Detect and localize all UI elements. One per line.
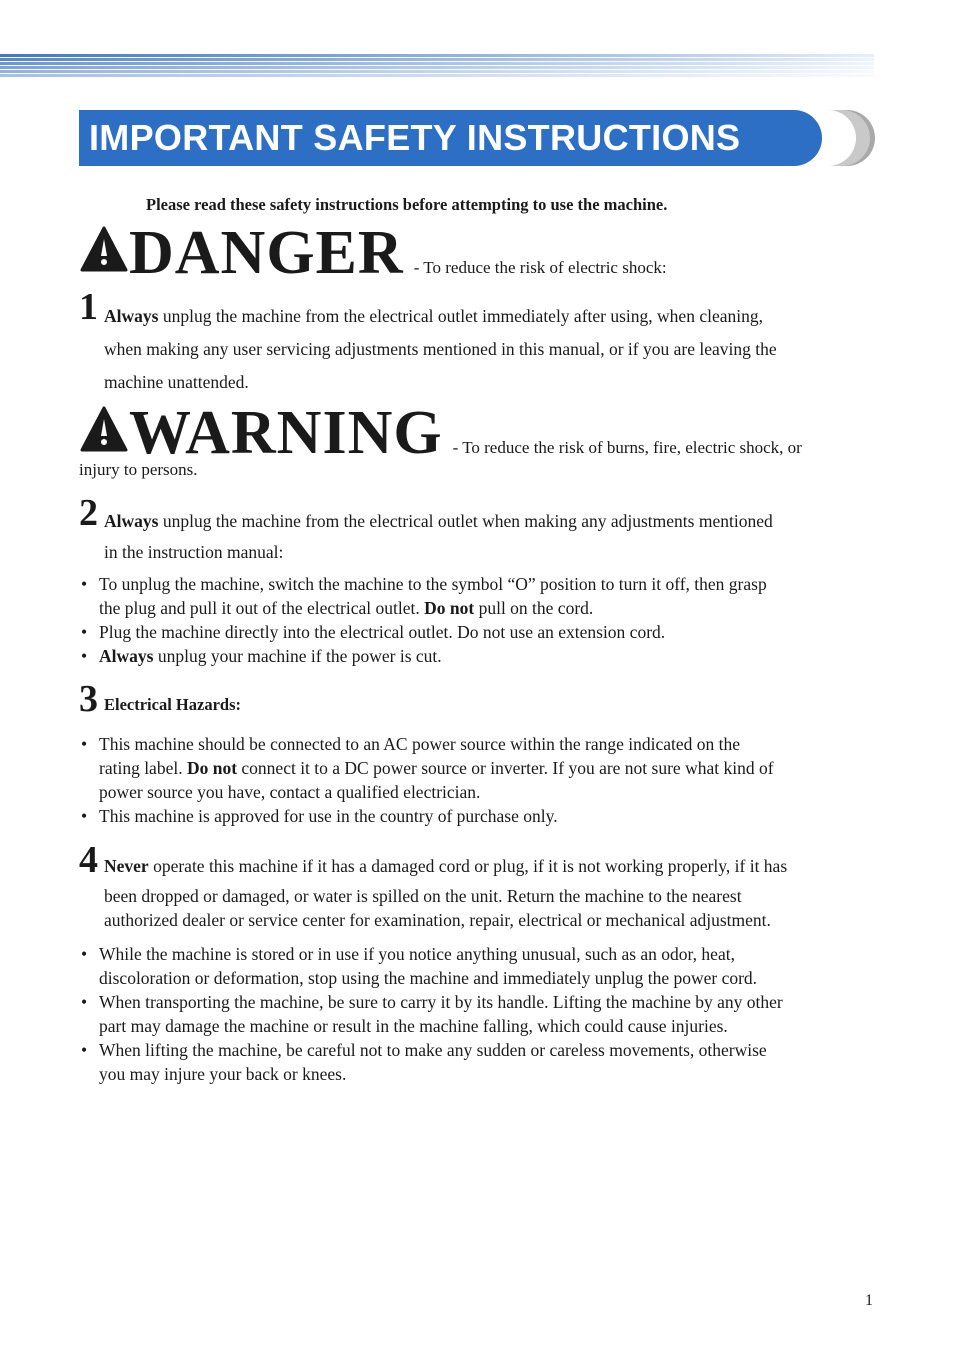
- bullet-icon: •: [81, 992, 88, 1012]
- item-lead: Electrical Hazards:: [104, 695, 241, 714]
- bullet-line: This machine is approved for use in the country of purchase only.: [99, 806, 558, 826]
- bullet-line: you may injure your back or knees.: [99, 1064, 347, 1084]
- item-number: 1: [79, 286, 98, 328]
- bullet-line: [99, 644, 874, 668]
- item-line: authorized dealer or service center for examination, repair, electrical or mechanical adjustment.: [104, 910, 771, 930]
- list-item: [79, 572, 874, 620]
- item-2-text: [104, 506, 874, 568]
- title-banner: [79, 110, 822, 166]
- list-item: [79, 1038, 874, 1086]
- bullet-line: [99, 756, 874, 780]
- danger-word: DANGER: [129, 219, 404, 287]
- bullet-icon: •: [81, 806, 88, 826]
- item-4-text: [104, 853, 874, 933]
- item-line: [104, 853, 874, 879]
- item-line-text: unplug the machine from the electrical outlet when making any adjustments mentioned: [162, 511, 773, 531]
- bullet-text: pull on the cord.: [478, 598, 594, 618]
- warning-description: - To reduce the risk of burns, fire, electric shock, or: [452, 438, 802, 457]
- stripe: [0, 58, 874, 61]
- warning-description-cont: injury to persons.: [79, 460, 198, 479]
- item-lead: Always: [104, 511, 159, 531]
- stripe: [0, 70, 874, 73]
- item-line: [104, 300, 874, 333]
- bullet-icon: •: [81, 622, 88, 642]
- warning-triangle-icon: [79, 225, 129, 273]
- item-lead: Always: [104, 306, 159, 326]
- item-lead: Never: [104, 856, 149, 876]
- bullet-text: the plug and pull it out of the electrical outlet.: [99, 598, 420, 618]
- item-line: been dropped or damaged, or water is spilled on the unit. Return the machine to the nearest: [104, 886, 742, 906]
- bullet-text: connect it to a DC power source or inverter. If you are not sure what kind of: [241, 758, 774, 778]
- stripe: [0, 74, 874, 77]
- list-item: [79, 732, 874, 804]
- bullet-line: part may damage the machine or result in the machine falling, which could cause injuries.: [99, 1016, 728, 1036]
- item-line: machine unattended.: [104, 372, 249, 392]
- bullet-text: unplug your machine if the power is cut.: [157, 646, 442, 666]
- list-item: [79, 990, 874, 1038]
- page-number: 1: [865, 1292, 873, 1309]
- list-item: [79, 804, 874, 828]
- list-item: [79, 942, 874, 990]
- item-line: [104, 506, 874, 537]
- banner-end-cap-icon: [818, 110, 875, 166]
- bullet-bold: Do not: [424, 598, 475, 618]
- bullet-line: When transporting the machine, be sure to carry it by its handle. Lifting the machine by any other: [99, 992, 783, 1012]
- bullet-line: Plug the machine directly into the electrical outlet. Do not use an extension cord.: [99, 622, 666, 642]
- item-number: 4: [79, 839, 98, 881]
- list-item: [79, 620, 874, 644]
- bullet-text: rating label.: [99, 758, 183, 778]
- header-stripe-bar: [0, 54, 874, 81]
- bullet-line: While the machine is stored or in use if you notice anything unusual, such as an odor, heat,: [99, 944, 735, 964]
- item-line: in the instruction manual:: [104, 542, 284, 562]
- warning-heading: [79, 399, 802, 467]
- page-title: IMPORTANT SAFETY INSTRUCTIONS: [89, 117, 741, 158]
- warning-triangle-icon: [79, 405, 129, 453]
- bullet-icon: •: [81, 646, 88, 666]
- bullet-bold: Always: [99, 646, 154, 666]
- danger-description: - To reduce the risk of electric shock:: [413, 258, 667, 277]
- bullet-bold: Do not: [186, 758, 238, 778]
- item-number: 2: [79, 492, 98, 534]
- bullet-icon: •: [81, 1040, 88, 1060]
- item-3-bullets: [79, 732, 874, 828]
- bullet-line: When lifting the machine, be careful not to make any sudden or careless movements, otherwise: [99, 1040, 767, 1060]
- danger-heading: [79, 219, 667, 287]
- item-2-bullets: [79, 572, 874, 668]
- stripe: [0, 54, 874, 57]
- list-item: [79, 644, 874, 668]
- bullet-line: To unplug the machine, switch the machine to the symbol “O” position to turn it off, then grasp: [99, 574, 767, 594]
- bullet-line: This machine should be connected to an AC power source within the range indicated on the: [99, 734, 740, 754]
- bullet-icon: •: [81, 944, 88, 964]
- bullet-icon: •: [81, 574, 88, 594]
- item-line-text: unplug the machine from the electrical outlet immediately after using, when cleaning,: [162, 306, 763, 326]
- item-3-text: [104, 692, 874, 717]
- bullet-line: [99, 596, 874, 620]
- bullet-icon: •: [81, 734, 88, 754]
- bullet-line: discoloration or deformation, stop using the machine and immediately unplug the power cord.: [99, 968, 758, 988]
- stripe: [0, 62, 874, 65]
- warning-word: WARNING: [129, 399, 443, 467]
- item-4-bullets: [79, 942, 874, 1086]
- bullet-line: power source you have, contact a qualified electrician.: [99, 782, 481, 802]
- item-line-text: operate this machine if it has a damaged cord or plug, if it is not working properly, if it has: [153, 856, 788, 876]
- item-line: when making any user servicing adjustments mentioned in this manual, or if you are leaving the: [104, 339, 777, 359]
- intro-text: Please read these safety instructions before attempting to use the machine.: [146, 195, 668, 214]
- item-1-text: [104, 300, 874, 399]
- stripe: [0, 66, 874, 69]
- item-number: 3: [79, 678, 98, 720]
